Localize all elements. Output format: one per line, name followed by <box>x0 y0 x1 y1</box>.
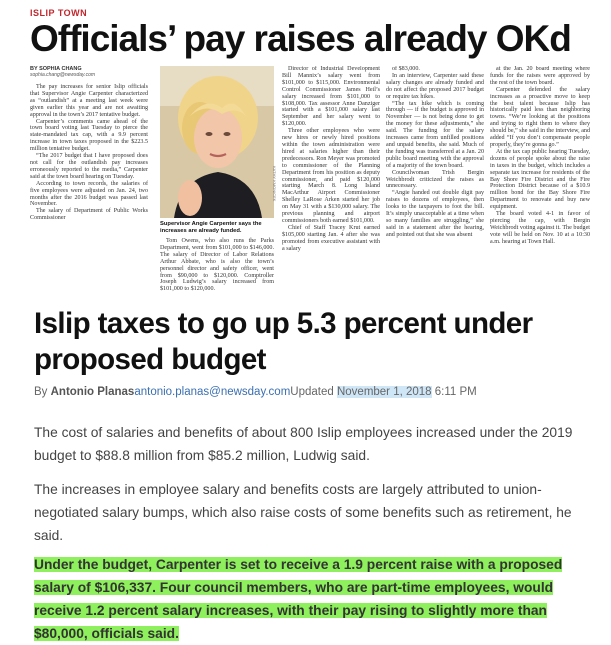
clipping-paragraph: Director of Industrial Development Bill Mannix’s salary went from $101,000 to $115,000. Environmental Control Commissioner James Heil’s salary increased from $101,000 to $108,000. Tax assessor Anne Danziger started with a $101,000 salary last September and her salary went to $120,000. <box>282 66 380 128</box>
clipping-paragraph: The board voted 4-1 in favor of piercing the cap, with Bergin Weichbrodt voting against it. The budget vote will be held on Nov. 10 at a 10:30 a.m. hearing at Town Hall. <box>490 211 590 245</box>
publish-time: 6:11 PM <box>431 386 477 398</box>
publish-date: November 1, 2018 <box>336 386 432 398</box>
clipping-column-2 <box>160 238 274 293</box>
highlighted-text: Under the budget, Carpenter is set to receive a 1.9 percent raise with a proposed salary of $106,337. Four council members, who are part-time employees, would receive 1.2 percent salary increases, with their pay rising to slightly more than $80,000, officials said. <box>34 557 563 641</box>
article-title: Islip taxes to go up 5.3 percent under proposed budget <box>34 307 533 376</box>
article-paragraph-1: The cost of salaries and benefits of about 800 Islip employees increased under the 2019 budget to $88.8 million from $85.2 million, Ludwig said. <box>34 425 573 463</box>
clipping-paragraph: Three other employees who were new hires or newly hired positions within the town administration were hired at salaries higher than their predecessors. Ron Meyer was promoted to commissioner of the Planning Department from his position as deputy commissioner, and paid $120,000 starting March 8. Long Island MacArthur Airport Commissioner Shelley LaRose Arken started her job on May 31 with a $130,000 salary. The previous planning and airport commissioners both earned $101,000. <box>282 128 380 224</box>
clipping-byline: BY SOPHIA CHANG <box>30 66 82 72</box>
clipping-columns <box>30 66 590 300</box>
article-paragraph-2: The increases in employee salary and benefits costs are largely attributed to union-negotiated salary bumps, which also raise costs of some benefits such as retirement, he said. <box>34 482 572 543</box>
photo-caption: Supervisor Angie Carpenter says the increases are already funded. <box>160 221 262 234</box>
clipping-paragraph: The pay increases for senior Islip officials that Supervisor Angie Carpenter characterized as “outlandish” at a meeting last week were given earlier this year and are not awaiting approval in the town’s 2017 tentative budget. <box>30 84 148 118</box>
clipping-paragraph: “The tax hike which is coming through — if the budget is approved in November — is not being done to get the money for these adjustments,” she said. The funding for the salary increases came from unfilled positions and unpaid benefits, she said. Much of the funding was transferred at a Jan. 20 public board meeting with the approval of a majority of the town board. <box>386 100 484 169</box>
clipping-column-4 <box>386 66 484 300</box>
newspaper-clipping <box>30 8 590 300</box>
byline-prefix: By <box>34 386 51 398</box>
article-paragraph-highlighted <box>34 553 579 645</box>
article-byline <box>34 386 477 398</box>
updated-label: Updated <box>290 386 337 398</box>
author-name[interactable]: Antonio Planas <box>50 386 135 398</box>
clipping-paragraph: At the tax cap public hearing Tuesday, dozens of people spoke about the raise in taxes in the budget, which includes a separate tax increase for residents of the Bay Shore Fire District and the Fire Protection District because of a $10.9 million bond for the Bay Shore Fire Department to renovate and buy new equipment. <box>490 148 590 211</box>
clipping-paragraph: “Angie handed out double digit pay raises to dozens of employees, then looks to the taxpayers to foot the bill. It’s simply unacceptable at a time when so many families are struggling,” she said in a statement after the hearing, and pointed out that she was absent <box>386 190 484 238</box>
photo-credit: KATHY KMONICEK <box>272 166 277 202</box>
clipping-paragraph: Carpenter’s comments came ahead of the town board voting last Tuesday to pierce the state-mandated tax cap, with a 9.9 percent increase in town taxes proposed in the $223.5 million tentative budget. <box>30 118 148 153</box>
author-email-link[interactable]: antonio.planas@newsday.com <box>134 386 291 398</box>
clipping-section-label: ISLIP TOWN <box>30 8 88 18</box>
clipping-column-5 <box>490 66 590 300</box>
clipping-headline: Officials’ pay raises already OKd <box>30 18 571 59</box>
clipping-paragraph: at the Jan. 20 board meeting where funds for the raises were approved by the rest of the town board. <box>490 66 590 86</box>
clipping-column-1 <box>30 66 148 300</box>
clipping-paragraph: of $83,000. <box>392 66 420 72</box>
supervisor-photo <box>160 66 274 218</box>
clipping-paragraph: In an interview, Carpenter said these salary changes are already funded and do not affect the proposed 2017 budget or require tax hikes. <box>386 72 484 100</box>
clipping-byline-email: sophia.chang@newsday.com <box>30 72 96 78</box>
clipping-paragraph: According to town records, the salaries of five employees were adjusted on Jan. 24, two months after the 2016 budget was passed last November. <box>30 180 148 208</box>
clipping-paragraph: Councilwoman Trish Bergin Weichbrodt criticized the raises as unnecessary. <box>386 169 484 190</box>
clipping-paragraph: The salary of Department of Public Works Commissioner <box>30 208 148 222</box>
clipping-paragraph: Carpenter defended the salary increases as a proactive move to keep the best talent because Islip has historically paid less than neighboring towns. “We’re looking at the positions and trying to right them to where they should be,” she said in the interview, and added “If you don’t compensate people properly, they’re gonna go.” <box>490 86 590 148</box>
clipping-column-3 <box>282 66 380 300</box>
clipping-paragraph: Tom Owens, who also runs the Parks Department, went from $101,000 to $146,000. The salary of Director of Labor Relations Arthur Abbate, who is also the town’s personnel director and safety officer, went from $90,000 to $120,000. Comptroller Joseph Ludwig’s salary increased from $101,000 to $120,000. <box>160 238 274 293</box>
clipping-paragraph: Chief of Staff Tracey Krut earned $105,000 starting Jan. 4 after she was promoted from executive assistant with a salary <box>282 224 380 252</box>
clipping-paragraph: “The 2017 budget that I have proposed does not call for the outlandish pay increases erroneously reported to the media,” Carpenter said at the town board hearing on Tuesday. <box>30 153 148 180</box>
